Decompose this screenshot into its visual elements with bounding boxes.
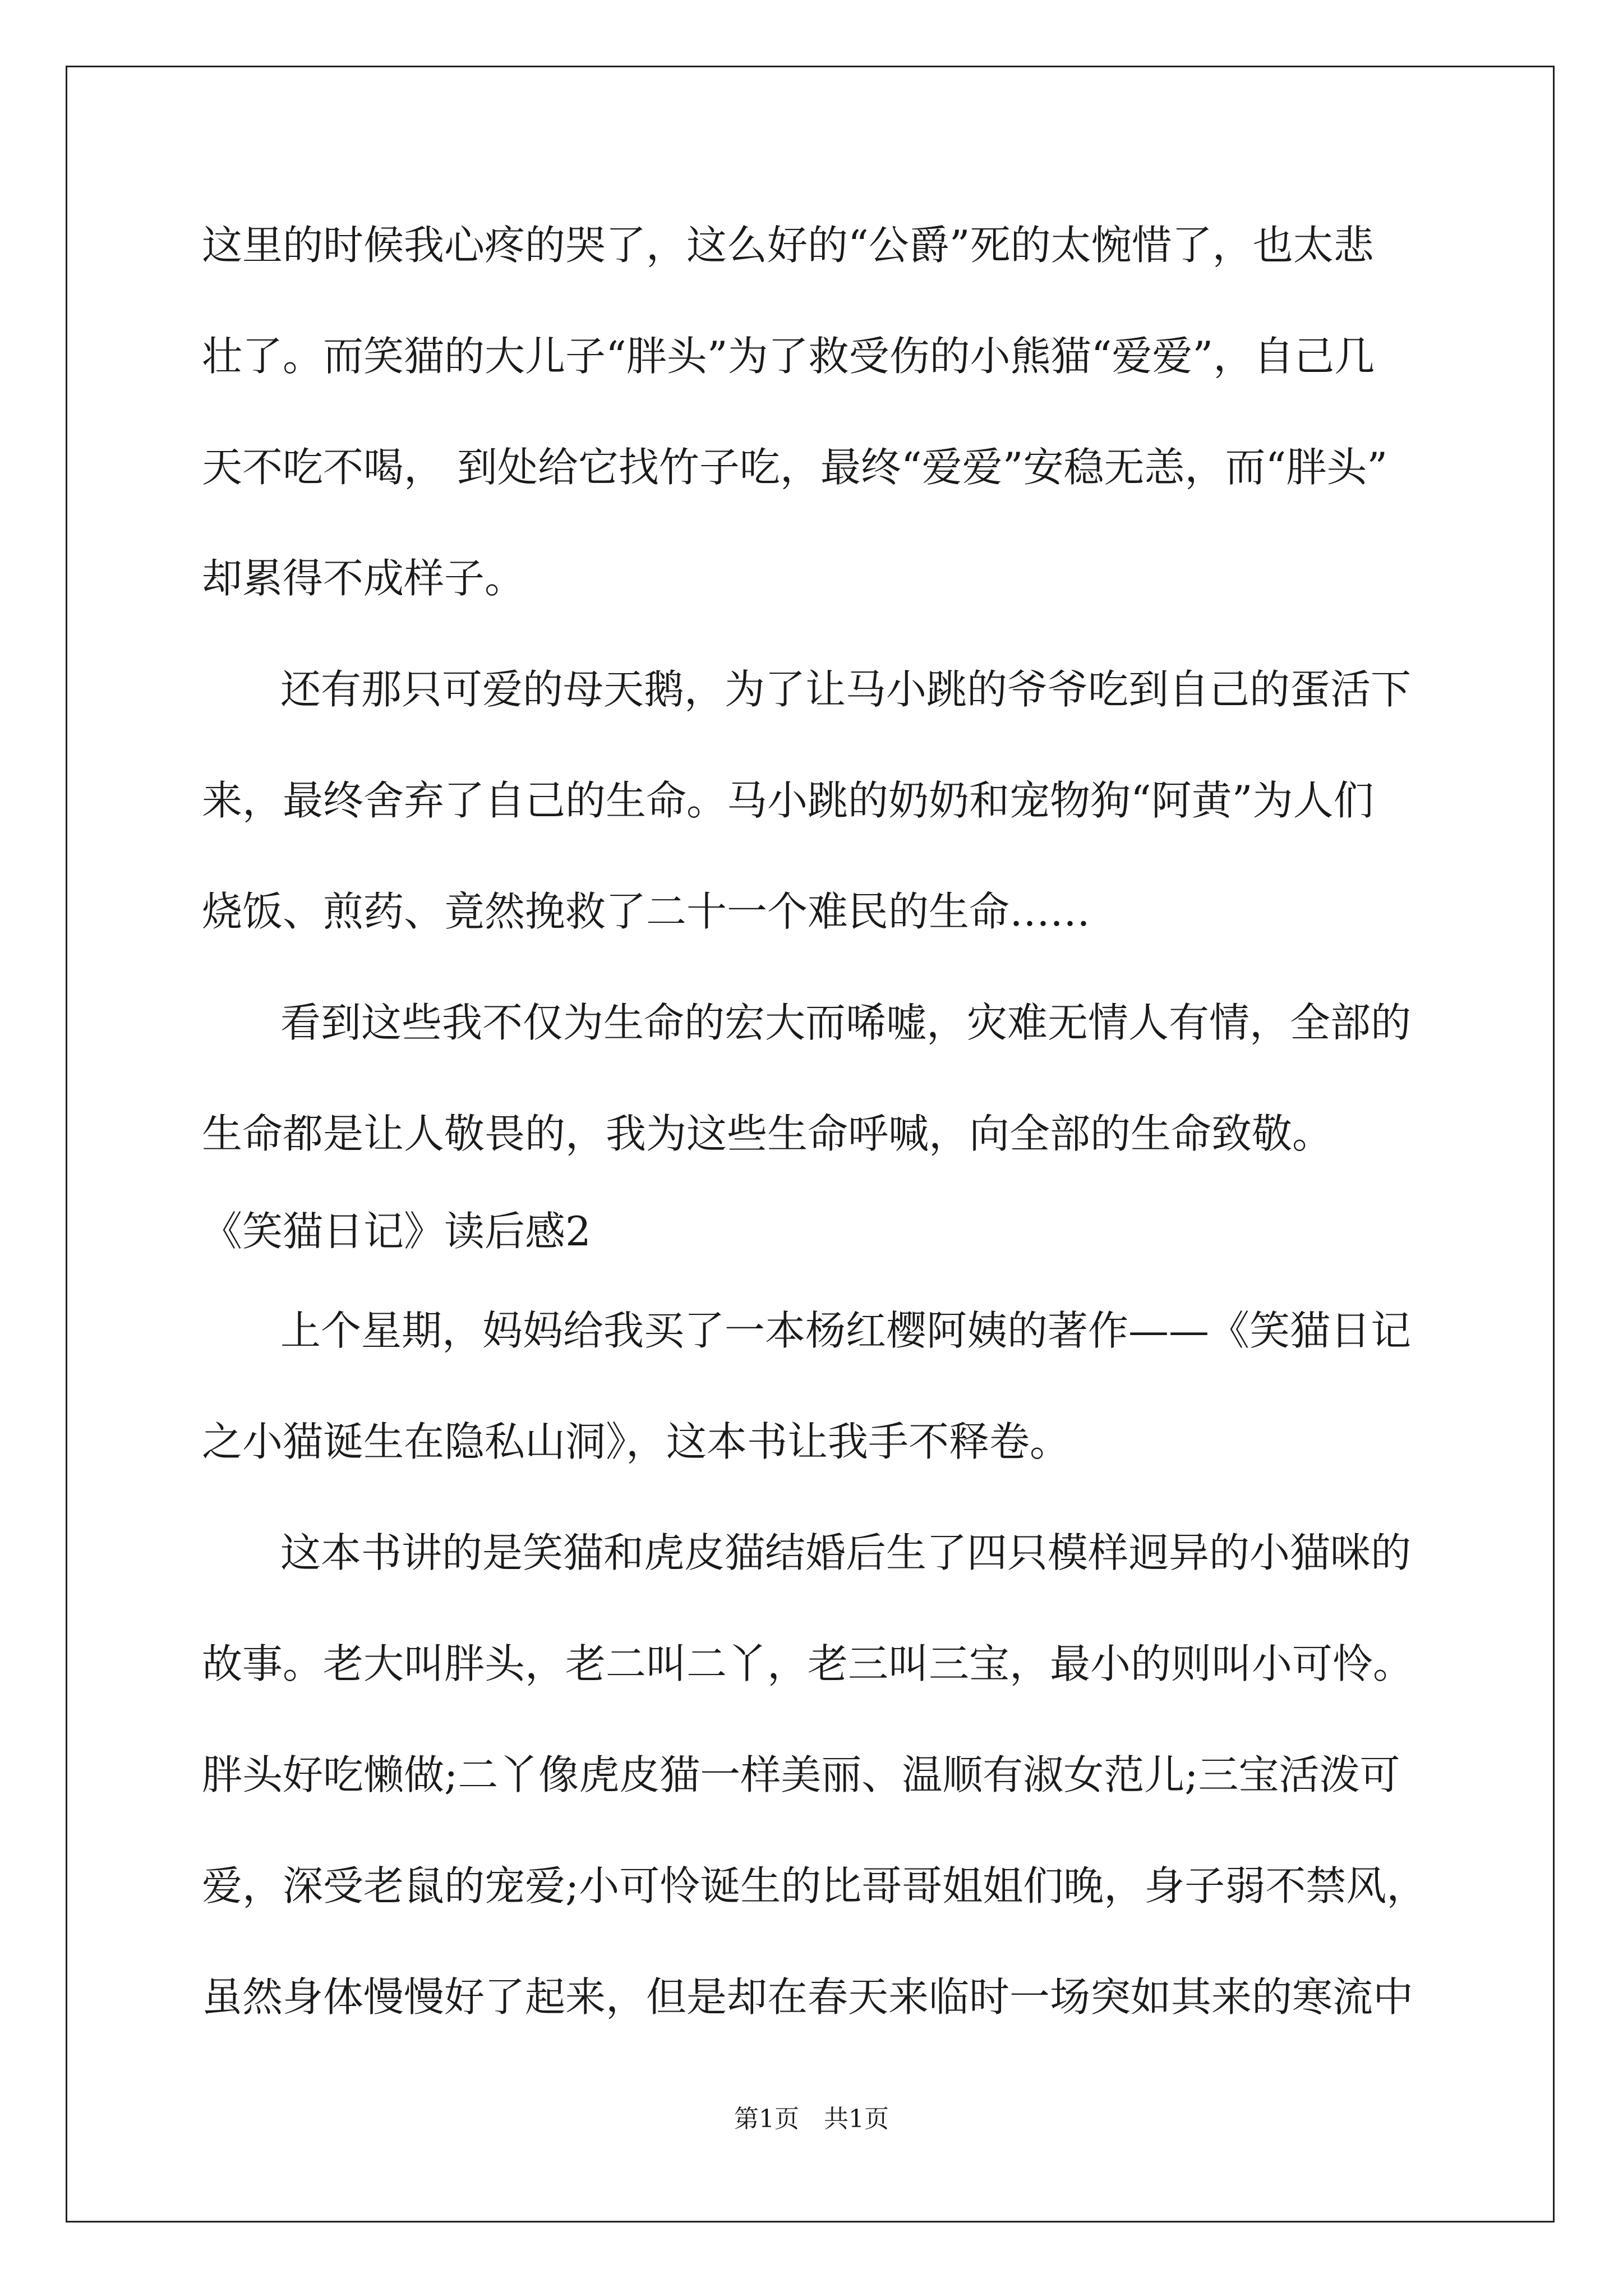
text-line: 来，最终舍弃了自己的生命。马小跳的奶奶和宠物狗“阿黄”为人们 xyxy=(202,777,1374,824)
text-line: 虽然身体慢慢好了起来，但是却在春天来临时一场突如其来的寒流中 xyxy=(202,1973,1414,2021)
paragraph-start-line: 这本书讲的是笑猫和虎皮猫结婚后生了四只模样迥异的小猫咪的 xyxy=(280,1529,1412,1576)
page-footer: 第1页 共1页 xyxy=(734,2105,889,2133)
text-line: 爱，深受老鼠的宠爱;小可怜诞生的比哥哥姐姐们晚，身子弱不禁风， xyxy=(202,1862,1427,1910)
text-line: 烧饭、煎药、竟然挽救了二十一个难民的生命…… xyxy=(202,888,1091,935)
text-line: 故事。老大叫胖头，老二叫二丫，老三叫三宝，最小的则叫小可怜。 xyxy=(202,1640,1414,1687)
text-line: 这里的时候我心疼的哭了，这么好的“公爵”死的太惋惜了，也太悲 xyxy=(202,222,1374,269)
text-line: 之小猫诞生在隐私山洞》，这本书让我手不释卷。 xyxy=(202,1418,1071,1465)
paragraph-start-line: 上个星期，妈妈给我买了一本杨红樱阿姨的著作——《笑猫日记 xyxy=(280,1307,1412,1354)
text-line: 却累得不成样子。 xyxy=(202,555,525,602)
text-line: 天不吃不喝， 到处给它找竹子吃，最终“爱爱”安稳无恙，而“胖头” xyxy=(202,444,1388,491)
text-line: 壮了。而笑猫的大儿子“胖头”为了救受伤的小熊猫“爱爱”，自己几 xyxy=(202,333,1375,380)
text-line: 生命都是让人敬畏的，我为这些生命呼喊，向全部的生命致敬。 xyxy=(202,1110,1333,1157)
paragraph-start-line: 还有那只可爱的母天鹅，为了让马小跳的爷爷吃到自己的蛋活下 xyxy=(280,666,1412,713)
text-line: 胖头好吃懒做;二丫像虎皮猫一样美丽、温顺有淑女范儿;三宝活泼可 xyxy=(202,1751,1400,1798)
section-heading: 《笑猫日记》读后感2 xyxy=(202,1208,591,1255)
paragraph-start-line: 看到这些我不仅为生命的宏大而唏嘘，灾难无情人有情，全部的 xyxy=(280,999,1412,1046)
